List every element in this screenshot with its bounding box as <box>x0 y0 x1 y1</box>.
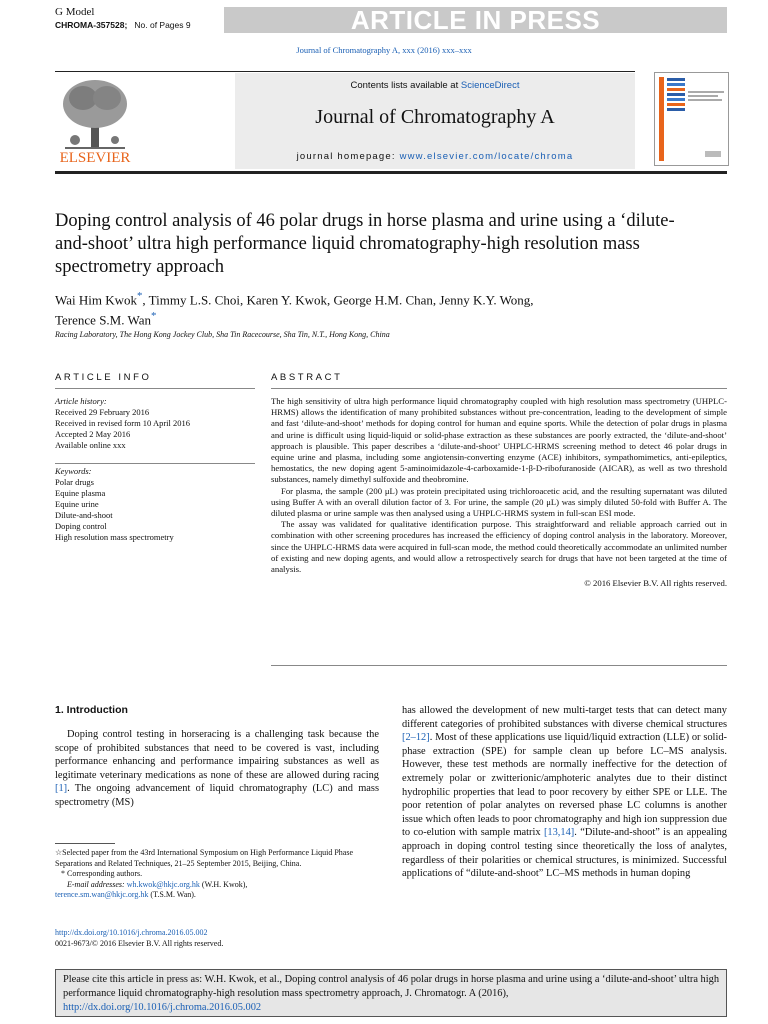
journal-citation-link[interactable]: Journal of Chromatography A, xxx (2016) xxx–xxx <box>296 45 472 55</box>
g-model-label <box>55 6 191 32</box>
abstract-heading: ABSTRACT <box>271 372 343 383</box>
masthead-top-rule <box>55 71 635 72</box>
keywords-list <box>55 466 255 543</box>
footnote-symposium: ☆Selected paper from the 43rd International Symposium on High Performance Liquid Phase Separations and Related Techniques, 21–25 September 2015, Beijing, China. <box>55 848 353 868</box>
footnotes <box>55 848 379 901</box>
body-text: Doping control testing in horseracing is a challenging task because the scope of prohibited substances that need to be covered is vast, including performance enhancing and performance impairing substances as well as legitimate veterinary medications as none of these are allowed during racing <box>55 729 379 781</box>
history-item: Accepted 2 May 2016 <box>55 429 131 439</box>
footnote-corresponding: * Corresponding authors. <box>61 869 143 879</box>
abstract-bottom-rule <box>271 665 727 666</box>
cite-doi-link[interactable]: http://dx.doi.org/10.1016/j.chroma.2016.05.002 <box>63 1002 262 1013</box>
elsevier-wordmark: ELSEVIER <box>59 150 131 166</box>
article-code: CHROMA-357528; <box>55 20 128 30</box>
body-column-left <box>55 728 379 810</box>
keyword: Dilute-and-shoot <box>55 510 113 520</box>
journal-cover-thumbnail-icon <box>654 72 729 166</box>
page-count: No. of Pages 9 <box>134 20 191 30</box>
masthead-bottom-rule <box>55 171 727 174</box>
issn-line: 0021-9673/© 2016 Elsevier B.V. All rights reserved. <box>55 938 224 948</box>
keyword: Equine urine <box>55 499 99 509</box>
abstract-paragraph: The high sensitivity of ultra high performance liquid chromatography coupled with high resolution mass spectrometry (UHPLC-HRMS) allows the identification of many prohibited substances without pre-concentration, leading to the development of simple and fast ‘dilute-and-shoot’ methods for doping control for human and equine sports. While the detection of polar drugs in plasma and urine is difficult using liquid-liquid or solid-phase extraction as these substances are poorly extracted, the ‘dilute-and-shoot’ approach is plausible. This paper describes a ‘dilute-and-shoot’ UHPLC-HRMS screening method to detect 46 polar drugs in equine urine and plasma, including some angiotensin-converting enzyme (ACE) inhibitors, sympathomimetics, anti-epileptics, hemostatics, the new doping agent 5-aminoimidazole-4-carboxamide-1-β-D-ribofuranoside (AICAR), as well as two threshold substances, namely dimethyl sulfoxide and theobromine. <box>271 396 727 485</box>
section-heading-introduction: 1. Introduction <box>55 704 128 716</box>
footnote-emails <box>55 880 379 891</box>
article-code-line <box>55 19 191 32</box>
keyword: High resolution mass spectrometry <box>55 532 174 542</box>
abstract-rule <box>271 388 727 389</box>
email-owner: (W.H. Kwok), <box>199 879 248 889</box>
article-info-heading: ARTICLE INFO <box>55 372 152 383</box>
history-item: Available online xxx <box>55 440 126 450</box>
article-in-press-banner: ARTICLE IN PRESS <box>350 5 601 35</box>
history-item: Received 29 February 2016 <box>55 407 150 417</box>
cite-text <box>63 973 723 1015</box>
abstract-body <box>271 396 727 589</box>
article-info-rule <box>55 388 255 389</box>
history-label: Article history: <box>55 396 107 406</box>
body-text: has allowed the development of new multi-target tests that can detect many different categories of prohibited substances with diverse chemical structures <box>402 705 727 730</box>
journal-homepage <box>235 151 635 162</box>
doi-block <box>55 928 379 949</box>
footnote-emails-cont <box>55 890 379 901</box>
homepage-prefix: journal homepage: <box>296 151 400 162</box>
journal-title: Journal of Chromatography A <box>315 106 555 128</box>
abstract-paragraph: The assay was validated for qualitative identification purpose. This straightforward and reliable approach carried out in combination with other screening procedures has increased the efficiency of doping control analysis in the laboratory. Moreover, since the UHPLC-HRMS data were acquired in full-scan mode, the method could theoretically accommodate an unlimited number of existing and new doping agents, and would allow a retrospectively search for drugs that have not been targeted at the time of analysis. <box>271 519 727 575</box>
footnote-rule <box>55 843 115 844</box>
sciencedirect-link[interactable]: ScienceDirect <box>460 80 520 91</box>
abstract-paragraph: For plasma, the sample (200 μL) was protein precipitated using trichloroacetic acid, and the resulting supernatant was diluted using Buffer A with an overall dilution factor of 3. For urine, the sample (20 μL) was simply diluted 50-fold with Buffer A. The diluted plasma or urine sample was then analysed using a UHPLC-HRMS system in full-scan ESI mode. <box>271 485 727 519</box>
g-model-text: G Model <box>55 6 95 18</box>
affiliation: Racing Laboratory, The Hong Kong Jockey Club, Sha Tin Racecourse, Sha Tin, N.T., Hong Kong, China <box>55 330 390 339</box>
author-kwok: Wai Him Kwok <box>55 292 137 308</box>
keywords-label: Keywords: <box>55 466 92 476</box>
body-column-right <box>402 704 727 881</box>
article-history <box>55 396 255 451</box>
email-link[interactable]: wh.kwok@hkjc.org.hk <box>126 879 200 889</box>
email-owner: (T.S.M. Wan). <box>148 890 196 900</box>
keyword: Doping control <box>55 521 107 531</box>
contents-available <box>235 80 635 91</box>
reference-link[interactable]: [1] <box>55 783 68 795</box>
body-text: . Most of these applications use liquid/liquid extraction (LLE) or solid-phase extraction (SPE) for sample clean up before LC–MS analysis. However, these test methods are normally ineffective for the detection of extremely polar or zwitterionic/amphoteric analytes due to their distinct hydrophilic properties that lead to poor recovery by either SPE or LLE. The poor retention of polar analytes on reversed phase LC columns is another issue which often leads to poor chromatography and high ion suppression due to co-elution with sample matrix <box>402 732 727 839</box>
abstract-copyright: © 2016 Elsevier B.V. All rights reserved. <box>584 578 727 589</box>
homepage-link[interactable]: www.elsevier.com/locate/chroma <box>399 151 574 162</box>
reference-link[interactable]: [13,14] <box>543 827 575 839</box>
coauthors: , Timmy L.S. Choi, Karen Y. Kwok, George H.M. Chan, Jenny K.Y. Wong, <box>142 292 534 308</box>
article-title: Doping control analysis of 46 polar drugs in horse plasma and urine using a ‘dilute-and-shoot’ ultra high performance liquid chromatography-high resolution mass spectrometry approach <box>55 211 675 277</box>
reference-link[interactable]: [2–12] <box>402 732 430 744</box>
doi-link[interactable]: http://dx.doi.org/10.1016/j.chroma.2016.05.002 <box>55 928 208 937</box>
keywords-rule <box>55 463 255 464</box>
email-label: E-mail addresses: <box>67 879 127 889</box>
cite-body: Please cite this article in press as: W.H. Kwok, et al., Doping control analysis of 46 polar drugs in horse plasma and urine using a ‘dilute-and-shoot’ ultra high performance liquid chromatography-high resolution mass spectrometry approach, J. Chromatogr. A (2016), <box>63 974 720 999</box>
corresponding-mark-1[interactable]: * <box>137 290 143 302</box>
author-list <box>55 288 735 329</box>
body-text: . “Dilute-and-shoot” is an appealing approach in doping control testing since theoretically the loss of analytes, regardless of their polarities or chemical structures, is minimized. Successful applications of “dilute-and-shoot” LC–MS methods in human doping <box>402 827 727 880</box>
author-wan: Terence S.M. Wan <box>55 312 151 328</box>
email-link[interactable]: terence.sm.wan@hkjc.org.hk <box>55 890 149 900</box>
contents-prefix: Contents lists available at <box>350 80 461 91</box>
body-text: . The ongoing advancement of liquid chromatography (LC) and mass spectrometry (MS) <box>55 783 379 808</box>
keyword: Polar drugs <box>55 477 94 487</box>
corresponding-mark-2[interactable]: * <box>151 310 157 323</box>
keyword: Equine plasma <box>55 488 106 498</box>
history-item: Received in revised form 10 April 2016 <box>55 418 191 428</box>
